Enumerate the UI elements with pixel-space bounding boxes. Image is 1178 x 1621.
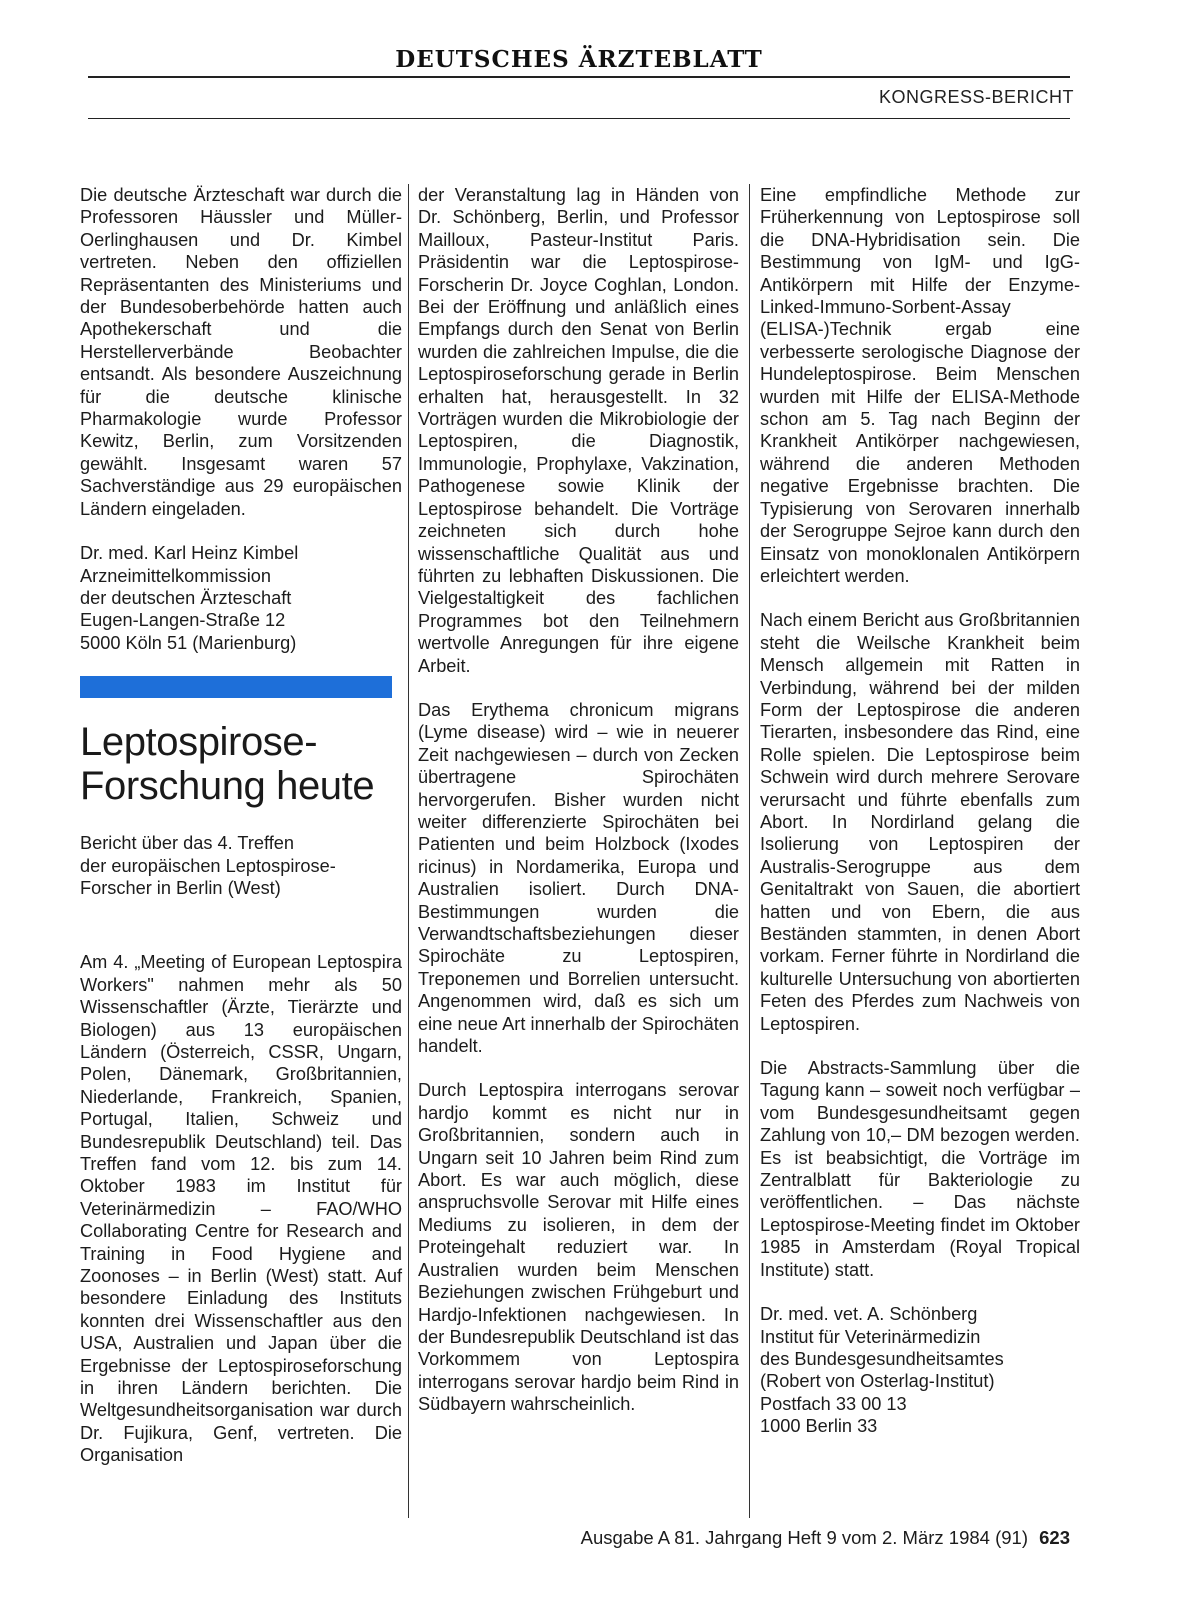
subhead-line: Bericht über das 4. Treffen [80,833,294,854]
address-line: der deutschen Ärzteschaft [80,587,292,608]
issue-info: Ausgabe A 81. Jahrgang Heft 9 vom 2. März 1984 (91) [580,1527,1028,1548]
header-rule-top [88,76,1070,78]
address-line: Dr. med. vet. A. Schönberg [760,1304,978,1325]
subhead-line: Forscher in Berlin (West) [80,877,281,898]
author-address-kimbel [80,542,402,654]
page-number: 623 [1039,1527,1070,1548]
paragraph: Die deutsche Ärzteschaft war durch die Professoren Häussler und Müller-Oerlinghausen und Dr. Kimbel vertreten. Neben den offiziellen Repräsentanten des Ministeriums und der Bundesoberbehörde hatten auch Apothekerschaft und die Herstellerverbände Beobachter entsandt. Als besondere Auszeichnung für die deutsche klinische Pharmakologie wurde Professor Kewitz, Berlin, zum Vorsitzenden gewählt. Insgesamt waren 57 Sachverständige aus 29 europäischen Ländern eingeladen. [80,185,402,519]
page-footer [581,1527,1070,1549]
address-line: 5000 Köln 51 (Marienburg) [80,632,297,653]
section-label: KONGRESS-BERICHT [878,87,1074,107]
paragraph: Die Abstracts-Sammlung über die Tagung kann – soweit noch verfügbar – vom Bundesgesundheitsamt gegen Zahlung von 10,– DM bezogen werden. Es ist beabsichtigt, die Vorträge im Zentralblatt für Bakteriologie zu veröffentlichen. – Das nächste Leptospirose-Meeting findet im Oktober 1985 in Amsterdam (Royal Tropical Institute) statt. [760,1058,1080,1280]
paragraph: Durch Leptospira interrogans serovar hardjo kommt es nicht nur in Großbritannien, sondern auch in Ungarn seit 10 Jahren beim Rind zum Abort. Es war auch möglich, diese anspruchsvolle Serovar mit Hilfe eines Mediums zu isolieren, in dem der Proteingehalt reduziert war. In Australien wurden beim Menschen Beziehungen zwischen Frühgeburt und Hardjo-Infektionen nachgewiesen. In der Bundesrepublik Deutschland ist das Vorkommem von Leptospira interrogans serovar hardjo beim Rind in Südbayern wahrscheinlich. [418,1080,739,1415]
headline-line: Leptospirose- [80,720,318,765]
header-rule-bottom [88,118,1070,119]
address-line: Postfach 33 00 13 [760,1393,907,1414]
author-address-schoenberg [760,1303,1080,1437]
paragraph: Das Erythema chronicum migrans (Lyme disease) wird – wie in neuerer Zeit nachgewiesen – durch von Zecken übertragene Spirochäten hervorgerufen. Bisher wurden nicht weiter differenzierte Spirochäten bei Patienten und beim Holzbock (Ixodes ricinus) in Nordamerika, Europa und Australien isoliert. Durch DNA-Bestimmungen wurden die Verwandtschaftsbeziehungen dieser Spirochäte zu Leptospiren, Treponemen und Borrelien untersucht. Angenommen wird, daß es sich um eine neue Art innerhalb der Spirochäten handelt. [418,699,739,1057]
column-1 [80,184,402,1489]
paragraph: Am 4. „Meeting of European Leptospira Workers" nahmen mehr als 50 Wissenschaftler (Ärzte, Tierärzte und Biologen) aus 13 europäischen Ländern (Österreich, CSSR, Ungarn, Polen, Dänemark, Großbritannien, Niederlande, Frankreich, Spanien, Portugal, Italien, Schweiz und Bundesrepublik Deutschland) teil. Das Treffen fand vom 12. bis zum 14. Oktober 1983 im Institut für Veterinärmedizin – FAO/WHO Collaborating Centre for Research and Training in Food Hygiene and Zoonoses – in Berlin (West) statt. Auf besondere Einladung des Instituts konnten drei Wissenschaftler aus den USA, Australien und Japan über die Ergebnisse der Leptospiroseforschung in ihren Ländern berichten. Die Weltgesundheitsorganisation war durch Dr. Fujikura, Genf, vertreten. Die Organisation [80,952,402,1466]
paragraph: Eine empfindliche Methode zur Früherkennung von Leptospirose soll die DNA-Hybridisation sein. Die Bestimmung von IgM- und IgG-Antikörpern mit Hilfe der Enzyme-Linked-Immuno-Sorbent-Assay (ELISA-)Technik ergab eine verbesserte serologische Diagnose der Hundeleptospirose. Beim Menschen wurden mit Hilfe der ELISA-Methode schon am 5. Tag nach Beginn der Krankheit Antikörper nachgewiesen, während die anderen Methoden negative Ergebnisse brachten. Die Typisierung von Serovaren innerhalb der Serogruppe Sejroe kann durch den Einsatz von monoklonalen Antikörpern erleichtert werden. [760,185,1080,586]
masthead: DEUTSCHES ÄRZTEBLATT [395,46,763,73]
address-line: Institut für Veterinärmedizin [760,1326,981,1347]
address-line: des Bundesgesundheitsamtes [760,1348,1004,1369]
subhead-line: der europäischen Leptospirose- [80,855,336,876]
address-line: Dr. med. Karl Heinz Kimbel [80,543,299,564]
column-divider [749,184,750,1518]
address-line: Arzneimittelkommission [80,565,272,586]
address-line: 1000 Berlin 33 [760,1416,878,1437]
paragraph: der Veranstaltung lag in Händen von Dr. Schönberg, Berlin, und Professor Mailloux, Pasteur-Institut Paris. Präsidentin war die Leptospirose-Forscherin Dr. Joyce Coghlan, London. Bei der Eröffnung und anläßlich eines Empfangs durch den Senat von Berlin wurden die zahlreichen Impulse, die die Leptospiroseforschung gerade in Berlin erhalten hat, herausgestellt. In 32 Vorträgen wurden die Mikrobiologie der Leptospiren, die Diagnostik, Immunologie, Prophylaxe, Vakzination, Pathogenese sowie Klinik der Leptospirose behandelt. Die Vorträge zeichneten sich durch hohe wissenschaftliche Qualität aus und führten zu lebhaften Diskussionen. Die Vielgestaltigkeit des fachlichen Programmes bot den Teilnehmern wertvolle Anregungen für ihre eigene Arbeit. [418,185,739,676]
article-subheadline [80,832,402,899]
column-divider [408,184,409,1518]
address-line: Eugen-Langen-Straße 12 [80,610,286,631]
article-headline [80,720,402,808]
headline-line: Forschung heute [80,764,375,809]
column-2 [418,184,739,1438]
article-accent-bar [80,676,392,698]
column-3 [760,184,1080,1460]
address-line: (Robert von Osterlag-Institut) [760,1371,995,1392]
paragraph: Nach einem Bericht aus Großbritannien steht die Weilsche Krankheit beim Mensch allgemein mit Ratten in Verbindung, während bei der milden Form der Leptospirose die anderen Tierarten, insbesondere das Rind, eine Rolle spielen. Die Leptospirose beim Schwein wird durch mehrere Serovare verursacht und führte ebenfalls zum Abort. In Nordirland gelang die Isolierung von Leptospiren der Australis-Serogruppe aus dem Genitaltrakt von Sauen, die abortiert hatten und von Ebern, die aus Beständen stammten, in denen Abort vorkam. Ferner führte in Nordirland die kulturelle Untersuchung von abortierten Feten des Pferdes zum Nachweis von Leptospiren. [760,610,1080,1034]
